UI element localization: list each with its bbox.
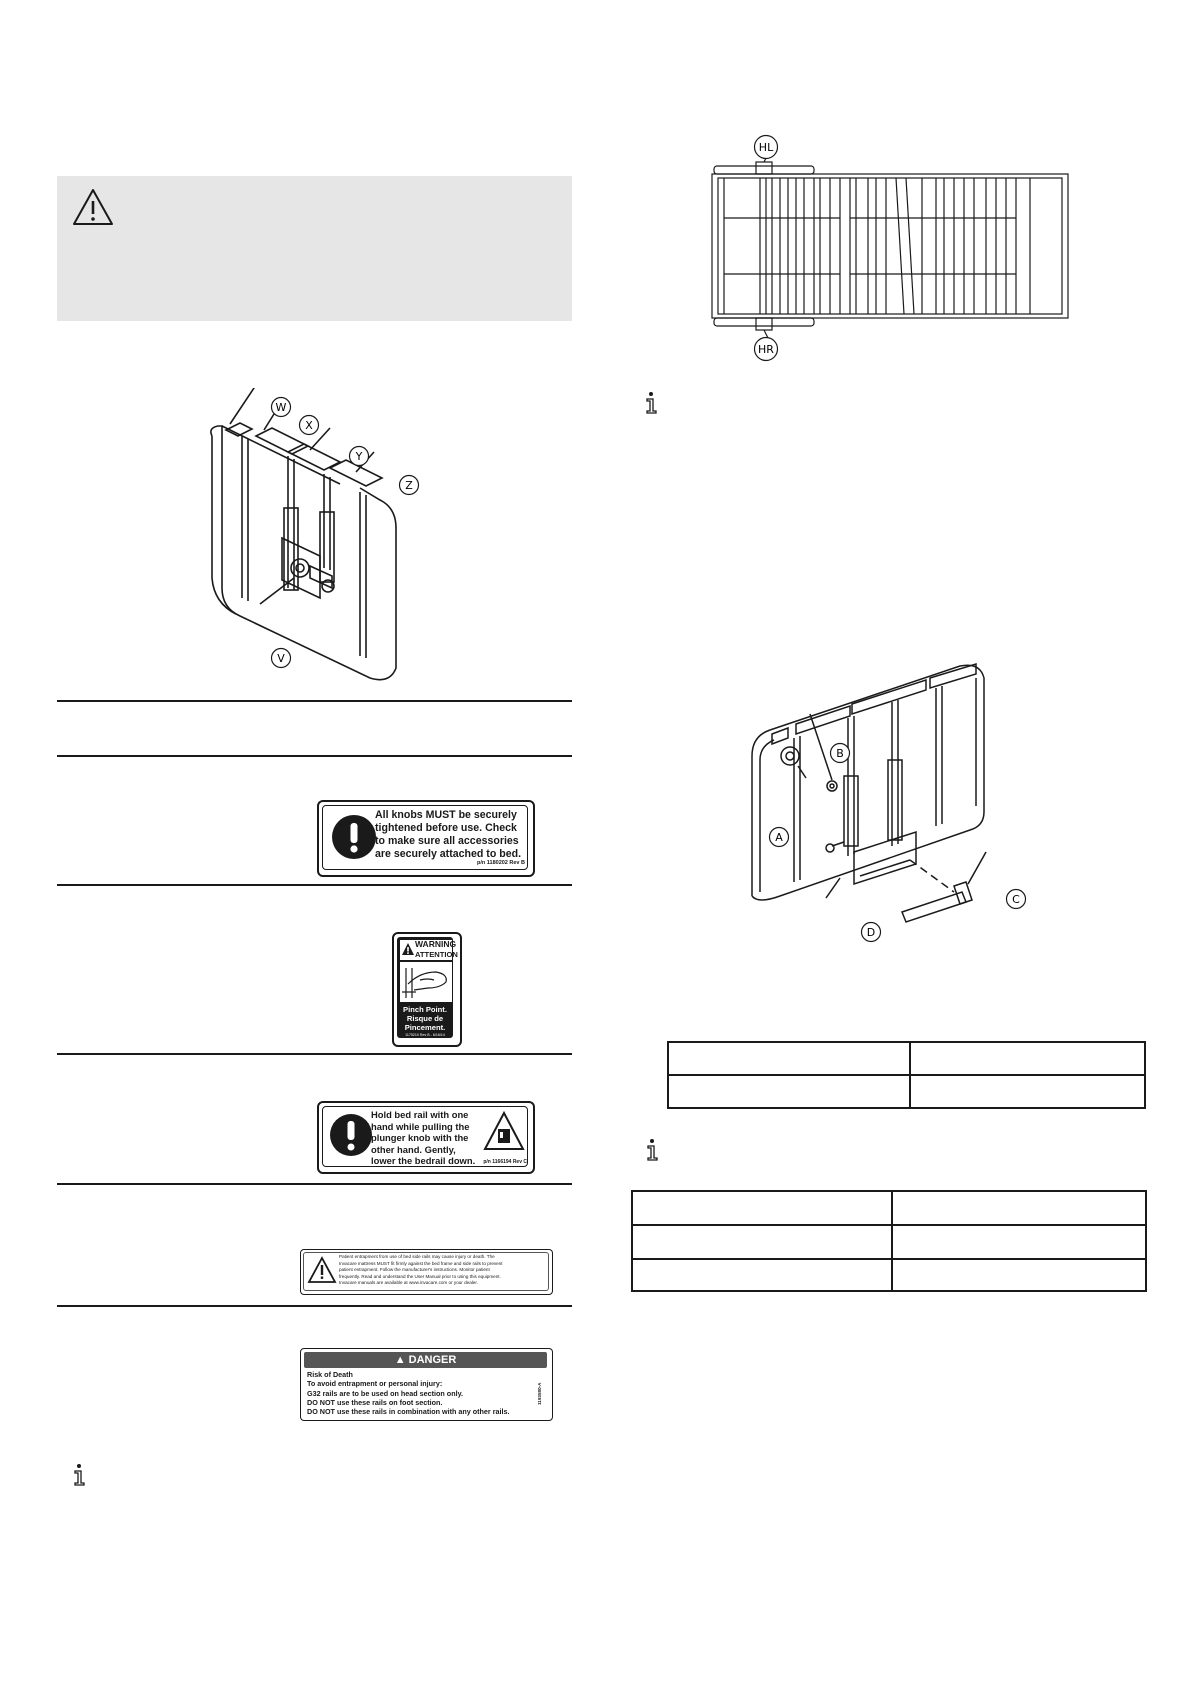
callout-w-label: W <box>275 401 287 414</box>
pinch-body-line: Risque de <box>406 1014 444 1023</box>
callout-d <box>860 921 882 943</box>
knobs-label-line: to make sure all accessories <box>375 835 519 847</box>
hold-label-line: hand while pulling the <box>371 1120 470 1132</box>
table-2 <box>631 1190 1147 1292</box>
callout-y <box>348 445 370 467</box>
danger-line: Risk of Death <box>307 1370 353 1379</box>
knobs-label-line: tightened before use. Check <box>375 822 517 834</box>
exclamation-circle-icon <box>329 1113 373 1157</box>
divider <box>57 884 572 886</box>
info-icon <box>644 391 658 415</box>
hold-part-number: p/n 1166194 Rev C <box>483 1159 527 1165</box>
hold-rail-label <box>317 1101 535 1174</box>
knobs-part-number: p/n 1180202 Rev B <box>476 860 525 866</box>
callout-v-label: V <box>277 652 285 665</box>
entrapment-line: Patient entrapment from use of bed side rails may cause injury or death. The <box>339 1254 495 1259</box>
pinch-body-line: Pincement. <box>404 1023 446 1032</box>
divider <box>57 1053 572 1055</box>
callout-x-label: X <box>305 419 313 432</box>
callout-hr <box>753 336 779 362</box>
info-icon <box>72 1463 86 1487</box>
warning-manual-icon <box>483 1111 525 1151</box>
table-row <box>632 1191 1146 1225</box>
table-row <box>668 1042 1145 1075</box>
bed-top-view-figure <box>700 128 1080 364</box>
hold-label-line: plunger knob with the <box>371 1132 469 1144</box>
pinch-point-label <box>392 932 462 1047</box>
callout-hl-label: HL <box>758 141 774 154</box>
table-row <box>632 1259 1146 1291</box>
pinch-hand-icon <box>400 962 452 1002</box>
callout-y-label: Y <box>355 450 363 463</box>
danger-line: G32 rails are to be used on head section only. <box>307 1388 464 1398</box>
rail-assembly-figure <box>740 656 1010 960</box>
hold-label-line: Hold bed rail with one <box>371 1109 469 1120</box>
callout-v <box>270 647 292 669</box>
callout-x <box>298 414 320 436</box>
hold-label-line: other hand. Gently, <box>371 1143 456 1155</box>
callout-c-label: C <box>1012 893 1020 906</box>
pinch-body-line: Pinch Point. <box>403 1005 447 1014</box>
danger-line: DO NOT use these rails in combination with any other rails. <box>307 1407 510 1417</box>
callout-a-label: A <box>775 831 783 844</box>
danger-side-code: 1193580-A <box>537 1382 542 1405</box>
callout-hr-label: HR <box>758 343 774 356</box>
pinch-part-number: 1175210 Rev B - 6/16/14 <box>405 1033 445 1037</box>
divider <box>57 1305 572 1307</box>
table-row <box>632 1225 1146 1259</box>
callout-hl <box>753 134 779 160</box>
warning-triangle-icon <box>307 1256 337 1284</box>
entrapment-line: Invacare mattress MUST fit firmly against the bed frame and side rails to prevent <box>339 1260 503 1266</box>
info-icon <box>645 1138 659 1162</box>
entrapment-line: patient entrapment. Follow the manufacturer's instructions. Monitor patient <box>339 1267 490 1272</box>
danger-label <box>300 1348 553 1421</box>
pinch-header-line: WARNING <box>415 939 457 949</box>
table-row <box>668 1075 1145 1108</box>
entrapment-line: frequently. Read and understand the User Manual prior to using this equipment. <box>339 1273 501 1279</box>
callout-z-label: Z <box>405 479 413 492</box>
warning-box <box>57 176 572 321</box>
danger-triangle-icon: ▲ <box>394 1354 406 1366</box>
divider <box>57 1183 572 1185</box>
knobs-warning-label <box>317 800 535 877</box>
danger-line: To avoid entrapment or personal injury: <box>307 1379 443 1389</box>
callout-w <box>270 396 292 418</box>
callout-c <box>1005 888 1027 910</box>
exclamation-circle-icon <box>331 814 377 860</box>
callout-d-label: D <box>866 926 876 939</box>
knobs-label-line: All knobs MUST be securely <box>375 809 517 821</box>
hold-label-line: lower the bedrail down. <box>371 1155 476 1167</box>
divider <box>57 755 572 757</box>
callout-b-label: B <box>836 747 844 760</box>
table-1 <box>667 1041 1146 1109</box>
entrapment-label <box>300 1249 553 1295</box>
callout-a <box>768 826 790 848</box>
entrapment-line: Invacare manuals are available at www.invacare.com or your dealer. <box>339 1280 478 1285</box>
danger-header: DANGER <box>408 1354 457 1366</box>
warning-triangle-icon <box>71 187 115 227</box>
knobs-label-line: are securely attached to bed. <box>375 848 522 860</box>
divider <box>57 700 572 702</box>
pinch-header-line: ATTENTION <box>415 949 458 959</box>
callout-z <box>398 474 420 496</box>
callout-b <box>829 742 851 764</box>
danger-line: DO NOT use these rails on foot section. <box>307 1397 443 1407</box>
warning-triangle-icon <box>401 942 415 956</box>
